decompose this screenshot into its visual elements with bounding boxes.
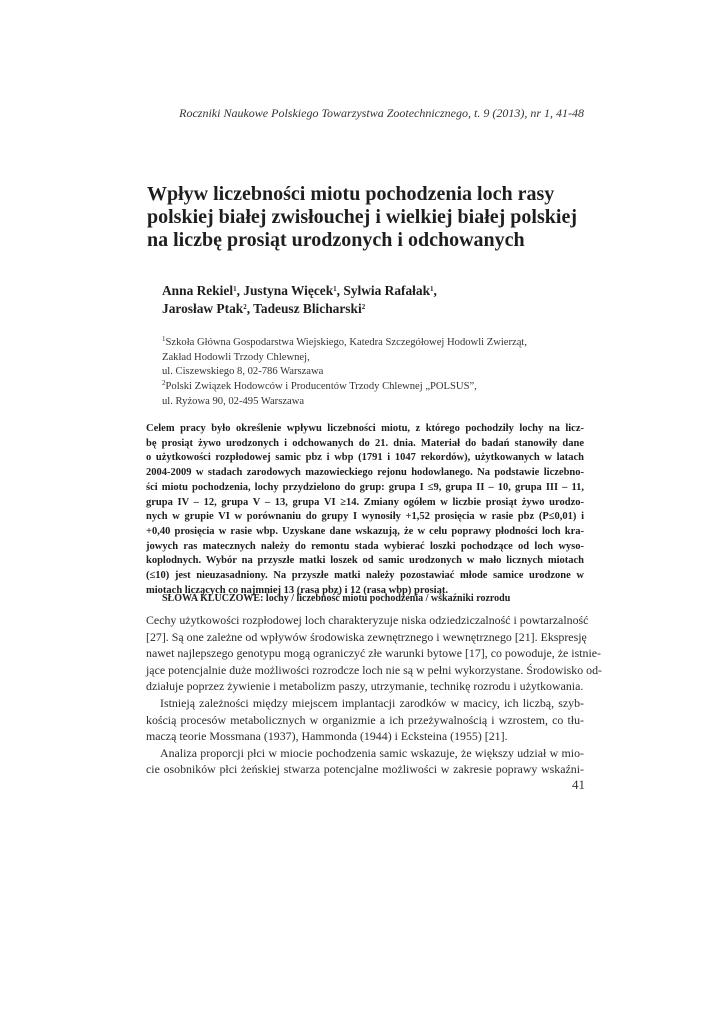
- title-line: Wpływ liczebności miotu pochodzenia loch rasy: [147, 183, 555, 205]
- abstract-line: +0,40 prosięcia w rasie wbp. Uzyskane dane wskazują, że w celu poprawy płodności loch kra-: [146, 525, 584, 537]
- affiliation-text: Szkoła Główna Gospodarstwa Wiejskiego, Katedra Szczegółowej Hodowli Zwierząt,: [165, 337, 528, 348]
- author-name: Jarosław Ptak: [162, 301, 244, 316]
- body-line: Cechy użytkowości rozpłodowej loch charakteryzuje niska odziedziczalność i powtarzalność: [146, 613, 589, 627]
- affiliation-line: ul. Ryżowa 90, 02-495 Warszawa: [162, 395, 305, 407]
- body-text: [146, 612, 602, 778]
- abstract-line: nych w grupie VI w porównaniu do grupy I wynosiły +1,52 prosięcia w rasie pbz (P≤0,01) i: [146, 511, 584, 523]
- affiliation-text: Polski Związek Hodowców i Producentów Trzody Chlewnej „POLSUS”,: [165, 381, 477, 393]
- affiliation-line: [162, 380, 582, 395]
- article-title: [147, 183, 587, 252]
- body-line: Istnieją zależności między miejscem implantacji zarodków w macicy, ich liczbą, szyb-: [160, 695, 584, 710]
- affiliation-mark: 2: [162, 379, 166, 388]
- page-number: 41: [572, 777, 585, 792]
- author-line: [162, 300, 582, 318]
- author-name: , Sylwia Rafałak: [336, 283, 431, 298]
- title-line: polskiej białej zwisłouchej i wielkiej białej polskiej: [147, 206, 577, 228]
- author-name: , Justyna Więcek: [236, 283, 334, 298]
- title-line: na liczbę prosiąt urodzonych i odchowanych: [147, 229, 525, 251]
- abstract-line: (≤10) jest nieuzasadniony. Na przyszłe matki należy pozostawiać młode samice urodzone w: [146, 570, 584, 582]
- abstract-line: bę prosiąt żywo urodzonych i odchowanych do 21. dnia. Materiał do badań stanowiły dane: [146, 437, 584, 449]
- affiliations: [162, 336, 582, 410]
- body-line: cie osobników płci żeńskiej stwarza potencjalne możliwości w zakresie poprawy wskaźni-: [146, 762, 584, 777]
- affiliation-line: ul. Ciszewskiego 8, 02-786 Warszawa: [162, 366, 324, 378]
- author-list: [162, 282, 582, 318]
- body-line: nawet najlepszego genotypu mogą ograniczyć złe warunki bytowe [17], co powoduje, że istnie-: [146, 646, 601, 661]
- affiliation-line: Zakład Hodowli Trzody Chlewnej,: [162, 351, 310, 363]
- author-affiliation-mark: 1: [430, 285, 434, 293]
- body-line: maczą teorie Mossmana (1937), Hammonda (1944) i Ecksteina (1955) [21].: [146, 729, 508, 744]
- author-affiliation-mark: 1: [333, 285, 337, 293]
- author-affiliation-mark: 2: [361, 303, 366, 311]
- body-line: Analiza proporcji płci w miocie pochodzenia samic wskazuje, że większy udział w mio-: [160, 745, 584, 760]
- abstract-line: miotach liczących co najmniej 13 (rasa pbz) i 12 (rasa wbp) prosiąt.: [146, 584, 448, 596]
- affiliation-line: [162, 336, 582, 351]
- journal-header: Roczniki Naukowe Polskiego Towarzystwa Zootechnicznego, t. 9 (2013), nr 1, 41-48: [179, 106, 584, 120]
- body-line: kością procesów metabolicznych w organizmie a ich przeżywalnością i wzrostem, co tłu-: [146, 712, 584, 727]
- author-separator: ,: [433, 283, 437, 298]
- abstract-line: grupa IV – 12, grupa V – 13, grupa VI ≥14. Zmiany ogółem w liczbie prosiąt żywo urodzo-: [146, 496, 584, 508]
- body-line: działuje poprzez żywienie i metabolizm paszy, utrzymanie, technikę rozrodu i użytkowania.: [146, 679, 584, 694]
- author-name: Anna Rekiel: [162, 283, 234, 298]
- abstract-line: jowych ras matecznych należy do remontu stada wybierać loszki pochodzące od loch wyso-: [146, 540, 584, 552]
- author-name: , Tadeusz Blicharski: [246, 301, 362, 316]
- abstract-line: koplodnych. Wybór na przyszłe matki loszek od samic urodzonych w mało licznych miotach: [146, 555, 584, 567]
- affiliation-mark: 1: [162, 335, 166, 343]
- keywords: SŁOWA KLUCZOWE: lochy / liczebność miotu pochodzenia / wskaźniki rozrodu: [162, 593, 511, 604]
- author-line: [162, 282, 582, 300]
- abstract-line: 2004-2009 w stadach zarodowych mazowieckiego rejonu hodowlanego. Na podstawie liczebno-: [146, 467, 584, 479]
- abstract-line: Celem pracy było określenie wpływu liczebności miotu, z którego pochodziły lochy na licz-: [146, 423, 584, 434]
- abstract-line: o użytkowości rozpłodowej samic pbz i wbp (1791 i 1047 rekordów), użytkowanych w latach: [146, 452, 584, 464]
- body-line: [27]. Są one zależne od wpływów środowiska zewnętrznego i wewnętrznego [21]. Ekspresję: [146, 629, 587, 644]
- author-affiliation-mark: 2: [243, 303, 247, 311]
- author-affiliation-mark: 1: [233, 285, 237, 293]
- abstract: [146, 422, 584, 598]
- body-line: jące potencjalnie duże możliwości rozrodcze loch nie są w pełni wykorzystane. Środowisko od-: [146, 662, 602, 677]
- abstract-line: ści miotu pochodzenia, lochy przydzielono do grup: grupa I ≤9, grupa II – 10, grupa III – 11,: [146, 481, 584, 493]
